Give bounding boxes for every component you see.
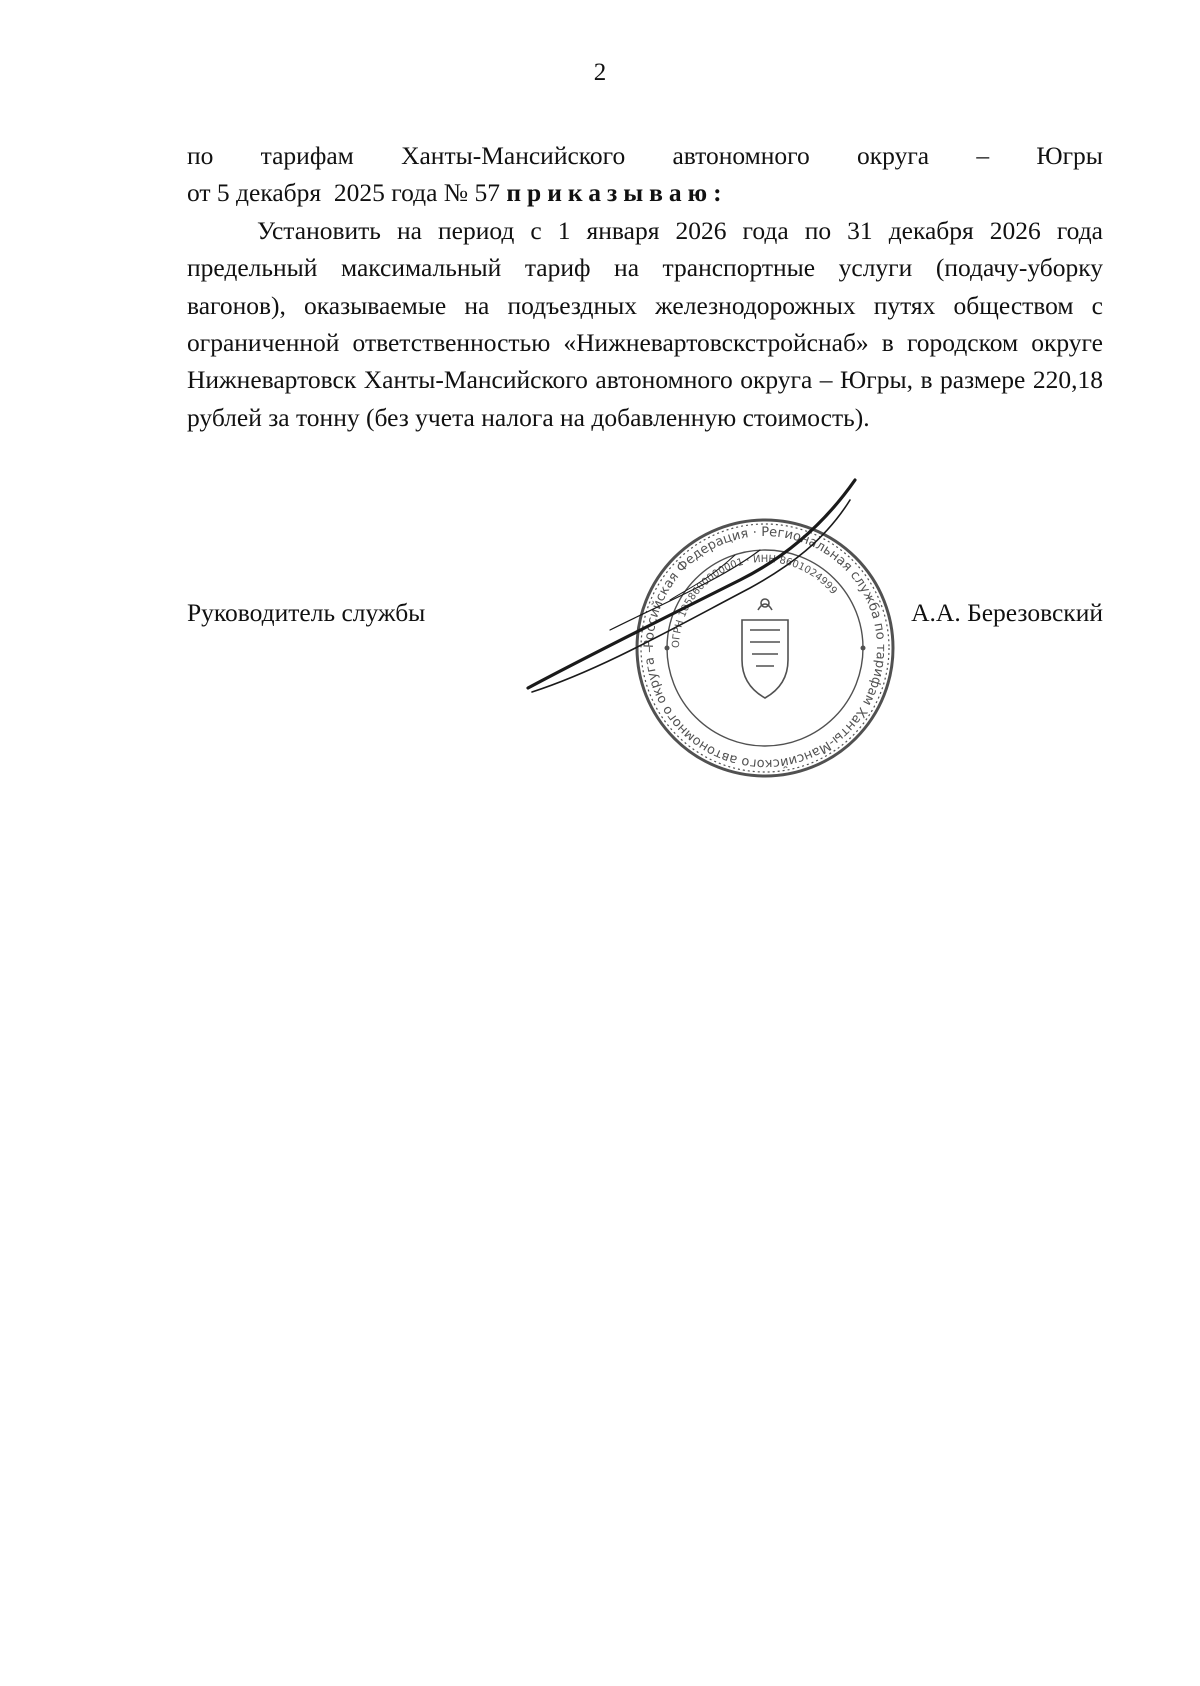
intro-word: Ханты-Мансийского [401,141,626,170]
order-verb: приказываю: [506,178,728,208]
intro-line-2 [187,174,1103,211]
intro-word: Югры [1036,141,1103,170]
intro-word: тарифам [260,141,354,170]
intro-word: – [976,141,990,170]
intro-word: округа [857,141,930,170]
official-seal-and-signature [512,459,960,830]
document-body [187,137,1103,436]
seal-inner-text-path: ОГРН 1058600000001 · ИНН 8601024999 [670,553,839,649]
signatory-name: А.А. Березовский [911,598,1103,627]
order-reference: от 5 декабря 2025 года № 57 [187,178,507,208]
intro-word: автономного [672,141,810,170]
signatory-title: Руководитель службы [187,598,426,627]
page-number: 2 [593,59,607,86]
coat-of-arms-emblem [742,599,788,698]
intro-word: по [187,141,214,170]
intro-line-1 [187,137,1103,174]
order-paragraph: Установить на период с 1 января 2026 года по 31 декабря 2026 года предельный максимальный тариф на транспортные услуги (подачу-уборку вагонов), оказываемые на подъездных железнодорожных путях обществом с ограниченной ответственностью «Нижневартовскстройснаб» в городском округе Нижневартовск Ханты-Мансийского автономного округа – Югры, в размере 220,18 рублей за тонну (без учета налога на добавленную стоимость). [187,215,1103,432]
seal-outer-text-path: Российская Федерация · Региональная служба по тарифам Ханты-Мансийского автономного округа – Югры [512,459,889,772]
handwritten-signature [528,480,855,692]
